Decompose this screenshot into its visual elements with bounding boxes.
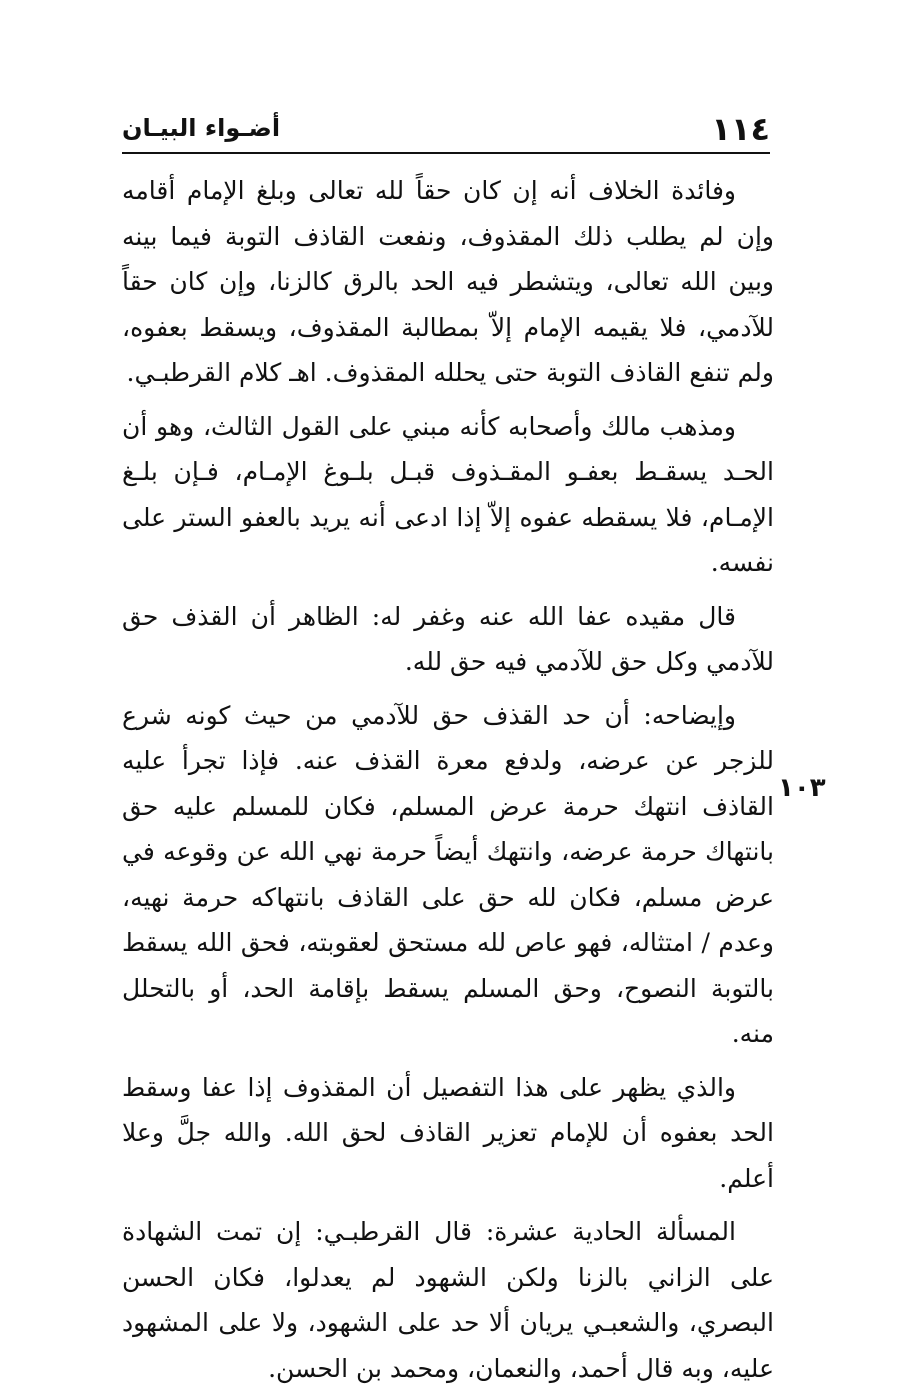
margin-page-reference: ١٠٣ — [778, 773, 826, 803]
paragraph: وفائدة الخلاف أنه إن كان حقاً لله تعالى وبلغ الإمام أقامه وإن لم يطلب ذلك المقذوف، ونفعت القاذف التوبة فيما بينه وبين الله تعالى، ويتشطر فيه الحد بالرق كالزنا، وإن كان حقاً للآدمي، فلا يقيمه الإمام إلاّ بمطالبة المقذوف، ويسقط بعفوه، ولم تنفع القاذف التوبة حتى يحلله المقذوف. اهـ كلام القرطبـي. — [122, 176, 774, 387]
page-number: ١١٤ — [711, 110, 770, 148]
header-divider — [122, 152, 770, 154]
paragraph: وإيضاحه: أن حد القذف حق للآدمي من حيث كونه شرع للزجر عن عرضه، ولدفع معرة القذف عنه. فإذا تجرأ عليه القاذف انتهك حرمة عرض المسلم، فكان للمسلم عليه حق بانتهاك حرمة عرضه، وانتهك أيضاً حرمة نهي الله عن وقوعه في عرض مسلم، فكان لله حق على القاذف بانتهاكه حرمة نهيه، وعدم / امتثاله، فهو عاص لله مستحق لعقوبته، فحق الله يسقط بالتوبة النصوح، وحق المسلم يسقط بإقامة الحد، أو بالتحلل منه. — [122, 700, 774, 1048]
paragraph: ومذهب مالك وأصحابه كأنه مبني على القول الثالث، وهو أن الحـد يسقـط بعفـو المقـذوف قبـل بلـوغ الإمـام، فـإن بلـغ الإمـام، فلا يسقطه عفوه إلاّ إذا ادعى أنه يريد بالعفو الستر على نفسه. — [122, 411, 774, 577]
page-body — [122, 168, 774, 1399]
book-title: أضـواء البيـان — [122, 114, 281, 142]
paragraph: قال مقيده عفا الله عنه وغفر له: الظاهر أن القذف حق للآدمي وكل حق للآدمي فيه حق لله. — [122, 601, 774, 676]
page-header — [122, 100, 770, 152]
paragraph: والذي يظهر على هذا التفصيل أن المقذوف إذا عفا وسقط الحد بعفوه أن للإمام تعزير القاذف لحق الله. والله جلَّ وعلا أعلم. — [122, 1072, 774, 1193]
paragraph: المسألة الحادية عشرة: قال القرطبـي: إن تمت الشهادة على الزاني بالزنا ولكن الشهود لم يعدلوا، فكان الحسن البصري، والشعبـي يريان ألا حد على الشهود، ولا على المشهود عليه، وبه قال أحمد، والنعمان، ومحمد بن الحسن. — [122, 1217, 774, 1383]
